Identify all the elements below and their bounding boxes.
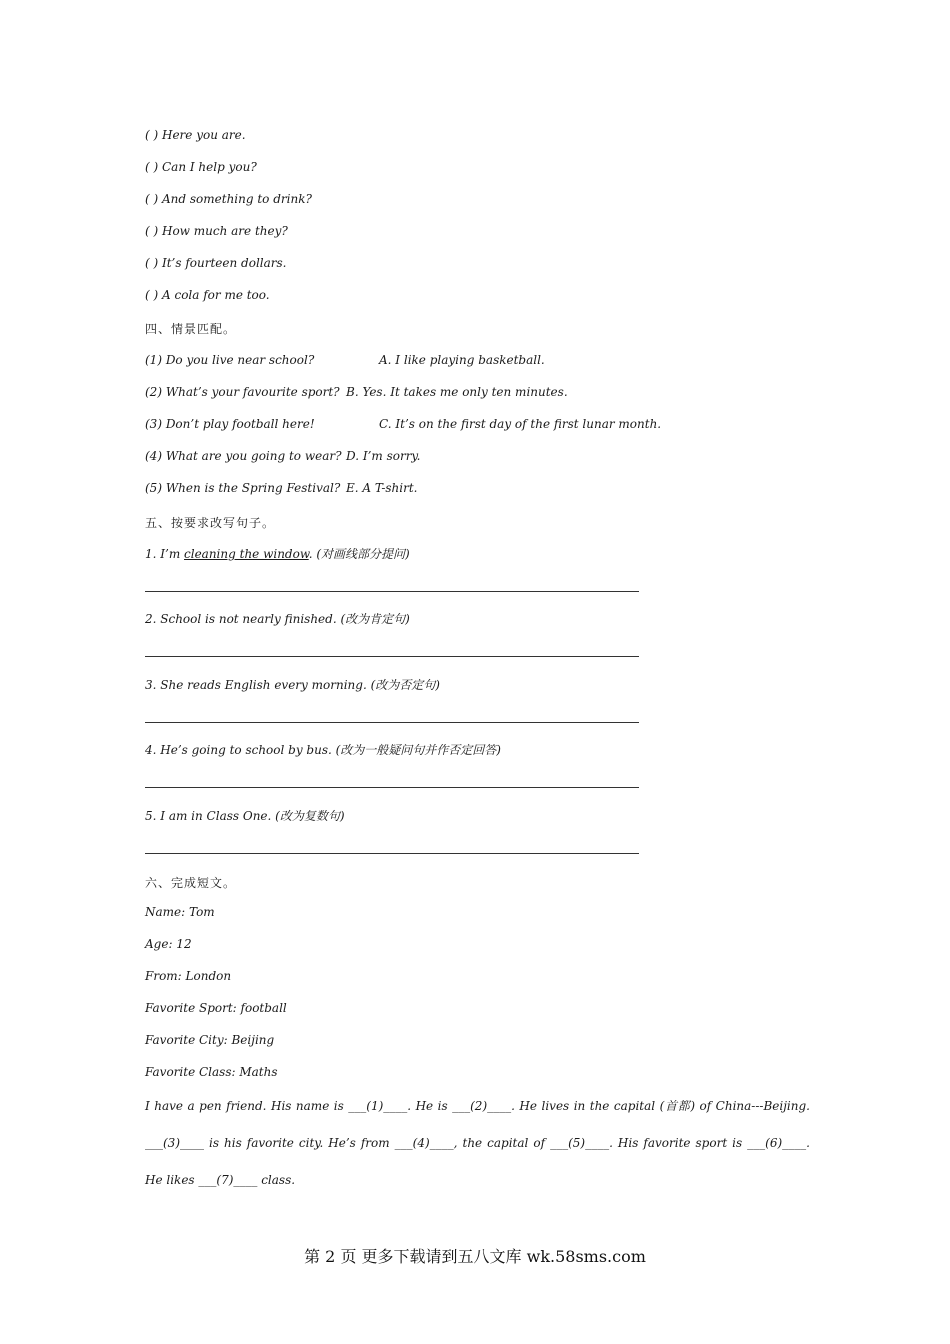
info-item: Name: Tom [145, 905, 215, 919]
page-footer: 第 2 页 更多下载请到五八文库 wk.58sms.com [304, 1247, 646, 1266]
rewrite-question-3: 3. She reads English every morning. (改为否定句) [145, 678, 440, 692]
info-item: Favorite Class: Maths [145, 1065, 278, 1079]
dialogue-line: ( ) And something to drink? [145, 192, 312, 206]
dialogue-line: ( ) A cola for me too. [145, 288, 270, 302]
rewrite-question-4: 4. He’s going to school by bus. (改为一般疑问句并作否定回答) [145, 743, 501, 757]
answer-line[interactable] [145, 722, 639, 723]
match-answer: C. It’s on the first day of the first lunar month. [379, 417, 662, 431]
rewrite-question-5: 5. I am in Class One. (改为复数句) [145, 809, 345, 823]
match-answer: B. Yes. It takes me only ten minutes. [346, 385, 568, 399]
section-5-title: 五、按要求改写句子。 [145, 516, 276, 530]
dialogue-line: ( ) Here you are. [145, 128, 246, 142]
section-4-title: 四、情景匹配。 [145, 322, 237, 336]
match-question: (3) Don’t play football here! [145, 417, 315, 431]
answer-line[interactable] [145, 853, 639, 854]
match-question: (1) Do you live near school? [145, 353, 315, 367]
info-item: Favorite Sport: football [145, 1001, 287, 1015]
rewrite-question-2: 2. School is not nearly finished. (改为肯定句) [145, 612, 410, 626]
q1-underlined-phrase: cleaning the window [184, 547, 309, 561]
dialogue-line: ( ) How much are they? [145, 224, 288, 238]
answer-line[interactable] [145, 656, 639, 657]
section-6-title: 六、完成短文。 [145, 876, 237, 890]
match-answer: A. I like playing basketball. [379, 353, 545, 367]
match-answer: E. A T-shirt. [346, 481, 418, 495]
answer-line[interactable] [145, 787, 639, 788]
match-question: (4) What are you going to wear? [145, 449, 342, 463]
match-question: (2) What’s your favourite sport? [145, 385, 340, 399]
info-item: From: London [145, 969, 232, 983]
rewrite-question-1 [145, 546, 410, 562]
passage-text: I have a pen friend. His name is ___(1)____. He is ___(2)____. He lives in the capital (首都) of China---Beijing. ___(3)____ is his favorite city. He’s from ___(4)____, the capital of ___(5)____. His favorite sport is ___(6)____. He likes ___(7)____ class. [145, 1099, 810, 1187]
answer-line[interactable] [145, 591, 639, 592]
match-answer: D. I’m sorry. [346, 449, 421, 463]
dialogue-line: ( ) It’s fourteen dollars. [145, 256, 287, 270]
dialogue-line: ( ) Can I help you? [145, 160, 257, 174]
info-item: Age: 12 [145, 937, 192, 951]
q1-suffix: . (对画线部分提问) [308, 547, 410, 561]
q1-prefix: 1. I’m [145, 547, 185, 561]
info-item: Favorite City: Beijing [145, 1033, 275, 1047]
match-question: (5) When is the Spring Festival? [145, 481, 341, 495]
